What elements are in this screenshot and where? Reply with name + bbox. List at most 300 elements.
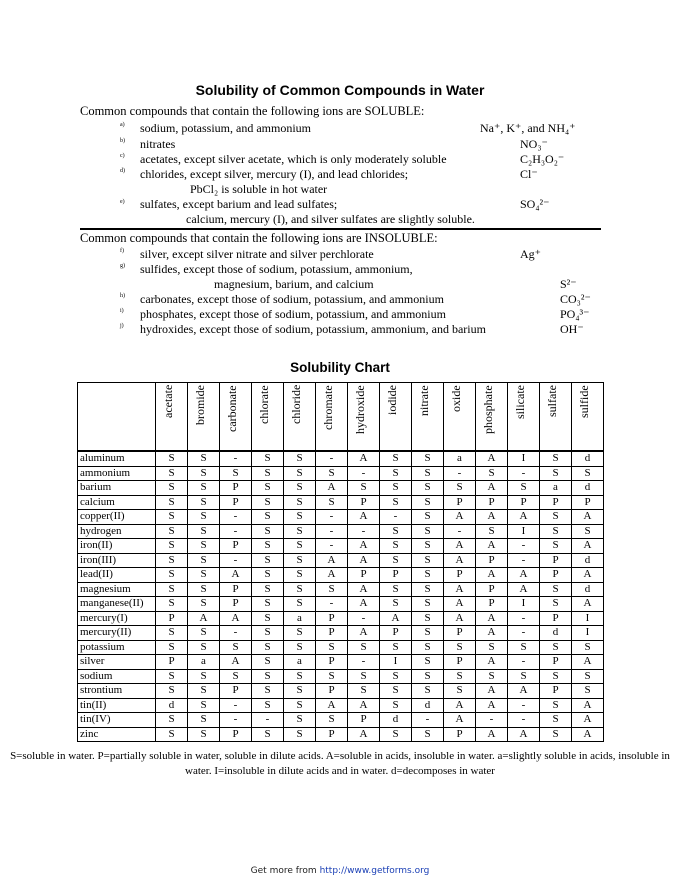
- item-text: sodium, potassium, and ammonium: [140, 121, 311, 135]
- table-cell: -: [348, 524, 380, 539]
- table-cell: S: [412, 539, 444, 554]
- table-cell: I: [508, 597, 540, 612]
- table-cell: S: [156, 626, 188, 641]
- table-cell: S: [188, 727, 220, 742]
- chart-title: Solubility Chart: [290, 360, 390, 375]
- table-cell: S: [348, 669, 380, 684]
- column-header-label: chlorate: [257, 385, 271, 424]
- table-cell: P: [380, 626, 412, 641]
- table-cell: A: [476, 684, 508, 699]
- table-cell: S: [380, 684, 412, 699]
- table-cell: S: [188, 452, 220, 467]
- table-cell: S: [380, 553, 412, 568]
- table-row: [78, 640, 604, 655]
- table-cell: S: [540, 698, 572, 713]
- table-cell: A: [444, 539, 476, 554]
- table-cell: -: [508, 698, 540, 713]
- table-cell: S: [252, 452, 284, 467]
- table-cell: I: [508, 452, 540, 467]
- table-cell: -: [220, 713, 252, 728]
- table-cell: P: [508, 495, 540, 510]
- item-ion: Ag⁺: [520, 247, 541, 261]
- table-cell: -: [348, 466, 380, 481]
- table-cell: S: [476, 640, 508, 655]
- table-cell: A: [508, 510, 540, 525]
- table-row: [78, 466, 604, 481]
- table-cell: A: [476, 626, 508, 641]
- table-cell: P: [220, 539, 252, 554]
- table-cell: d: [572, 481, 604, 496]
- column-header-label: chromate: [321, 385, 335, 430]
- table-row: [78, 582, 604, 597]
- table-cell: -: [380, 510, 412, 525]
- table-row: [78, 698, 604, 713]
- table-cell: A: [316, 481, 348, 496]
- table-cell: S: [252, 655, 284, 670]
- table-cell: S: [284, 495, 316, 510]
- table-cell: S: [380, 495, 412, 510]
- table-cell: S: [284, 466, 316, 481]
- table-cell: S: [188, 640, 220, 655]
- table-cell: S: [188, 553, 220, 568]
- section-divider: [80, 228, 601, 230]
- table-cell: S: [188, 582, 220, 597]
- table-cell: A: [572, 655, 604, 670]
- table-cell: A: [572, 727, 604, 742]
- table-cell: S: [316, 640, 348, 655]
- table-cell: S: [188, 698, 220, 713]
- table-cell: S: [252, 582, 284, 597]
- table-cell: S: [316, 713, 348, 728]
- table-cell: P: [316, 684, 348, 699]
- item-text: acetates, except silver acetate, which is only moderately soluble: [140, 152, 447, 166]
- table-cell: A: [348, 698, 380, 713]
- table-cell: S: [412, 640, 444, 655]
- table-cell: S: [284, 524, 316, 539]
- table-cell: S: [476, 669, 508, 684]
- table-cell: S: [284, 597, 316, 612]
- table-cell: S: [188, 597, 220, 612]
- row-label: mercury(II): [78, 626, 156, 641]
- item-letter: f): [120, 248, 124, 254]
- item-ion: Cl⁻: [520, 167, 538, 181]
- table-cell: S: [284, 539, 316, 554]
- row-label: iron(II): [78, 539, 156, 554]
- table-cell: S: [156, 582, 188, 597]
- item-letter: c): [120, 153, 125, 159]
- table-cell: P: [476, 597, 508, 612]
- table-cell: P: [444, 495, 476, 510]
- table-cell: S: [508, 481, 540, 496]
- item-text: sulfides, except those of sodium, potassium, ammonium,: [140, 262, 413, 276]
- table-cell: A: [316, 568, 348, 583]
- column-header-label: sulfide: [577, 385, 591, 418]
- table-cell: -: [508, 539, 540, 554]
- column-header: [188, 383, 220, 451]
- table-cell: d: [380, 713, 412, 728]
- item-text: silver, except silver nitrate and silver perchlorate: [140, 247, 374, 261]
- item-ion: Na⁺, K⁺, and NH₄⁺: [480, 121, 576, 135]
- table-cell: -: [348, 655, 380, 670]
- table-cell: S: [540, 452, 572, 467]
- column-header: [348, 383, 380, 451]
- row-label: copper(II): [78, 510, 156, 525]
- column-header: [508, 383, 540, 451]
- table-cell: S: [380, 539, 412, 554]
- column-header-label: nitrate: [417, 385, 431, 416]
- table-cell: A: [348, 510, 380, 525]
- table-cell: S: [380, 698, 412, 713]
- table-cell: S: [284, 553, 316, 568]
- item-note: calcium, mercury (I), and silver sulfates are slightly soluble.: [186, 212, 475, 226]
- table-cell: -: [508, 626, 540, 641]
- table-cell: A: [444, 553, 476, 568]
- table-cell: P: [380, 568, 412, 583]
- table-cell: S: [156, 669, 188, 684]
- column-header: [156, 383, 188, 451]
- row-label: ammonium: [78, 466, 156, 481]
- table-cell: P: [572, 495, 604, 510]
- table-cell: A: [572, 568, 604, 583]
- row-label: tin(IV): [78, 713, 156, 728]
- table-cell: S: [252, 640, 284, 655]
- footer-link[interactable]: http://www.getforms.org: [319, 866, 430, 876]
- table-cell: A: [476, 481, 508, 496]
- table-cell: S: [284, 698, 316, 713]
- table-cell: S: [412, 524, 444, 539]
- column-header: [380, 383, 412, 451]
- table-cell: S: [284, 481, 316, 496]
- row-label: sodium: [78, 669, 156, 684]
- table-cell: -: [220, 626, 252, 641]
- table-cell: S: [252, 727, 284, 742]
- item-text: nitrates: [140, 137, 176, 151]
- table-cell: S: [348, 684, 380, 699]
- table-cell: S: [508, 669, 540, 684]
- table-cell: P: [444, 568, 476, 583]
- table-cell: S: [380, 582, 412, 597]
- table-cell: A: [476, 727, 508, 742]
- table-cell: S: [188, 626, 220, 641]
- table-cell: -: [508, 655, 540, 670]
- table-cell: I: [572, 611, 604, 626]
- column-header: [412, 383, 444, 451]
- table-cell: S: [316, 495, 348, 510]
- table-cell: -: [508, 466, 540, 481]
- table-cell: P: [220, 727, 252, 742]
- item-note: magnesium, barium, and calcium: [214, 277, 374, 291]
- table-cell: S: [508, 640, 540, 655]
- table-cell: S: [252, 495, 284, 510]
- table-cell: P: [156, 655, 188, 670]
- column-header: [572, 383, 604, 451]
- table-cell: S: [156, 466, 188, 481]
- table-cell: S: [156, 524, 188, 539]
- table-row: [78, 597, 604, 612]
- table-cell: -: [220, 510, 252, 525]
- table-cell: P: [540, 553, 572, 568]
- table-cell: -: [412, 713, 444, 728]
- table-cell: -: [444, 466, 476, 481]
- table-cell: -: [508, 611, 540, 626]
- table-cell: P: [444, 626, 476, 641]
- row-label: tin(II): [78, 698, 156, 713]
- table-cell: S: [380, 669, 412, 684]
- table-cell: A: [444, 713, 476, 728]
- table-cell: S: [540, 582, 572, 597]
- row-label: barium: [78, 481, 156, 496]
- table-cell: S: [252, 669, 284, 684]
- table-cell: S: [540, 640, 572, 655]
- table-cell: -: [348, 611, 380, 626]
- table-cell: S: [156, 568, 188, 583]
- column-header: [444, 383, 476, 451]
- table-cell: A: [476, 539, 508, 554]
- table-row: [78, 727, 604, 742]
- table-cell: A: [508, 568, 540, 583]
- solubility-table: [77, 382, 604, 742]
- table-cell: A: [188, 611, 220, 626]
- table-cell: S: [156, 597, 188, 612]
- row-label: aluminum: [78, 452, 156, 467]
- table-cell: S: [188, 568, 220, 583]
- table-cell: -: [316, 510, 348, 525]
- document-title: Solubility of Common Compounds in Water: [195, 82, 485, 98]
- table-row: [78, 510, 604, 525]
- table-row: [78, 452, 604, 467]
- table-cell: S: [156, 553, 188, 568]
- table-cell: S: [284, 684, 316, 699]
- item-text: phosphates, except those of sodium, potassium, and ammonium: [140, 307, 446, 321]
- table-cell: S: [284, 713, 316, 728]
- table-cell: S: [412, 568, 444, 583]
- table-cell: -: [220, 452, 252, 467]
- table-cell: S: [156, 539, 188, 554]
- table-cell: A: [572, 597, 604, 612]
- table-row: [78, 611, 604, 626]
- table-cell: A: [444, 597, 476, 612]
- table-cell: A: [348, 452, 380, 467]
- table-cell: A: [220, 568, 252, 583]
- table-cell: S: [252, 597, 284, 612]
- table-cell: S: [412, 611, 444, 626]
- table-cell: S: [316, 582, 348, 597]
- table-cell: P: [476, 582, 508, 597]
- table-cell: A: [220, 655, 252, 670]
- table-cell: A: [348, 626, 380, 641]
- table-cell: P: [476, 495, 508, 510]
- item-letter: e): [120, 199, 125, 205]
- table-cell: S: [220, 640, 252, 655]
- column-header-label: bromide: [193, 385, 207, 425]
- table-cell: P: [316, 626, 348, 641]
- item-letter: g): [120, 263, 125, 269]
- table-cell: S: [316, 466, 348, 481]
- column-header-label: chloride: [289, 385, 303, 425]
- insoluble-heading: Common compounds that contain the following ions are INSOLUBLE:: [80, 231, 438, 245]
- table-cell: S: [284, 510, 316, 525]
- table-row: [78, 524, 604, 539]
- table-cell: A: [572, 510, 604, 525]
- table-cell: S: [156, 452, 188, 467]
- table-cell: S: [156, 684, 188, 699]
- table-row: [78, 481, 604, 496]
- table-cell: S: [252, 626, 284, 641]
- table-cell: P: [540, 568, 572, 583]
- table-cell: S: [188, 713, 220, 728]
- table-cell: S: [252, 539, 284, 554]
- table-cell: d: [540, 626, 572, 641]
- table-cell: -: [220, 524, 252, 539]
- table-cell: a: [444, 452, 476, 467]
- table-cell: S: [188, 684, 220, 699]
- table-cell: S: [348, 481, 380, 496]
- table-cell: P: [348, 495, 380, 510]
- legend-text: S=soluble in water. P=partially soluble in water, soluble in dilute acids. A=soluble in acids, insoluble in water. a=slightly soluble in acids, insoluble in water. I=insoluble in dilute acids and in water. d=decomposes in water: [10, 750, 670, 777]
- table-cell: S: [188, 481, 220, 496]
- table-cell: S: [156, 727, 188, 742]
- table-cell: S: [252, 466, 284, 481]
- table-cell: S: [252, 510, 284, 525]
- table-cell: S: [412, 669, 444, 684]
- table-cell: -: [476, 713, 508, 728]
- table-cell: A: [572, 713, 604, 728]
- column-header: [220, 383, 252, 451]
- column-header-label: iodide: [385, 385, 399, 415]
- table-cell: a: [284, 611, 316, 626]
- table-cell: A: [380, 611, 412, 626]
- table-cell: S: [284, 727, 316, 742]
- table-cell: -: [316, 452, 348, 467]
- table-row: [78, 626, 604, 641]
- table-cell: S: [156, 713, 188, 728]
- table-cell: P: [540, 684, 572, 699]
- table-cell: A: [572, 539, 604, 554]
- row-label: lead(II): [78, 568, 156, 583]
- table-cell: S: [284, 582, 316, 597]
- table-cell: S: [380, 452, 412, 467]
- table-cell: S: [412, 727, 444, 742]
- column-header: [476, 383, 508, 451]
- table-cell: A: [348, 597, 380, 612]
- table-cell: S: [252, 611, 284, 626]
- table-cell: P: [220, 582, 252, 597]
- table-cell: S: [412, 510, 444, 525]
- table-cell: -: [252, 713, 284, 728]
- item-letter: h): [120, 293, 125, 299]
- table-cell: a: [284, 655, 316, 670]
- table-cell: P: [316, 727, 348, 742]
- table-cell: S: [284, 452, 316, 467]
- table-cell: S: [252, 684, 284, 699]
- table-cell: S: [156, 495, 188, 510]
- table-cell: S: [284, 640, 316, 655]
- table-cell: P: [476, 553, 508, 568]
- table-cell: S: [476, 524, 508, 539]
- table-cell: A: [348, 727, 380, 742]
- column-header-label: hydroxide: [353, 385, 367, 434]
- row-label: iron(III): [78, 553, 156, 568]
- table-cell: A: [444, 611, 476, 626]
- item-letter: i): [120, 308, 124, 314]
- item-ion: NO₃⁻: [520, 137, 548, 151]
- table-cell: S: [572, 684, 604, 699]
- table-cell: A: [316, 553, 348, 568]
- table-cell: d: [572, 553, 604, 568]
- table-cell: -: [508, 553, 540, 568]
- item-letter: a): [120, 122, 125, 128]
- table-cell: S: [444, 684, 476, 699]
- table-cell: A: [572, 698, 604, 713]
- table-cell: S: [476, 466, 508, 481]
- table-cell: P: [444, 655, 476, 670]
- item-letter: b): [120, 138, 125, 144]
- table-row: [78, 684, 604, 699]
- table-row: [78, 553, 604, 568]
- item-letter: j): [120, 323, 124, 329]
- table-row: [78, 655, 604, 670]
- table-cell: A: [444, 698, 476, 713]
- table-cell: d: [156, 698, 188, 713]
- table-cell: S: [188, 495, 220, 510]
- table-cell: -: [508, 713, 540, 728]
- table-cell: S: [412, 495, 444, 510]
- table-cell: P: [540, 495, 572, 510]
- table-cell: A: [508, 727, 540, 742]
- table-cell: S: [252, 481, 284, 496]
- table-cell: d: [572, 452, 604, 467]
- column-header: [316, 383, 348, 451]
- table-cell: S: [380, 640, 412, 655]
- table-cell: S: [412, 553, 444, 568]
- table-cell: S: [444, 640, 476, 655]
- column-header-label: sulfate: [545, 385, 559, 417]
- table-cell: S: [380, 597, 412, 612]
- table-cell: S: [156, 640, 188, 655]
- footer-prefix: Get more from: [250, 866, 320, 876]
- table-cell: S: [252, 568, 284, 583]
- table-cell: A: [348, 539, 380, 554]
- table-cell: I: [572, 626, 604, 641]
- table-cell: A: [444, 582, 476, 597]
- table-cell: -: [444, 524, 476, 539]
- row-label: mercury(I): [78, 611, 156, 626]
- item-note: PbCl₂ is soluble in hot water: [190, 182, 328, 196]
- item-ion: S²⁻: [560, 277, 577, 291]
- table-cell: d: [412, 698, 444, 713]
- table-cell: P: [220, 684, 252, 699]
- table-cell: P: [156, 611, 188, 626]
- table-cell: S: [540, 669, 572, 684]
- table-cell: A: [476, 510, 508, 525]
- table-cell: S: [188, 466, 220, 481]
- table-cell: S: [412, 626, 444, 641]
- column-header: [252, 383, 284, 451]
- table-cell: P: [220, 481, 252, 496]
- table-cell: S: [380, 727, 412, 742]
- table-cell: P: [220, 597, 252, 612]
- row-label: silver: [78, 655, 156, 670]
- table-cell: I: [380, 655, 412, 670]
- table-cell: A: [508, 684, 540, 699]
- row-label: potassium: [78, 640, 156, 655]
- table-cell: S: [156, 510, 188, 525]
- column-header: [284, 383, 316, 451]
- footer: [0, 866, 680, 876]
- table-cell: S: [572, 524, 604, 539]
- table-cell: a: [188, 655, 220, 670]
- table-cell: A: [508, 582, 540, 597]
